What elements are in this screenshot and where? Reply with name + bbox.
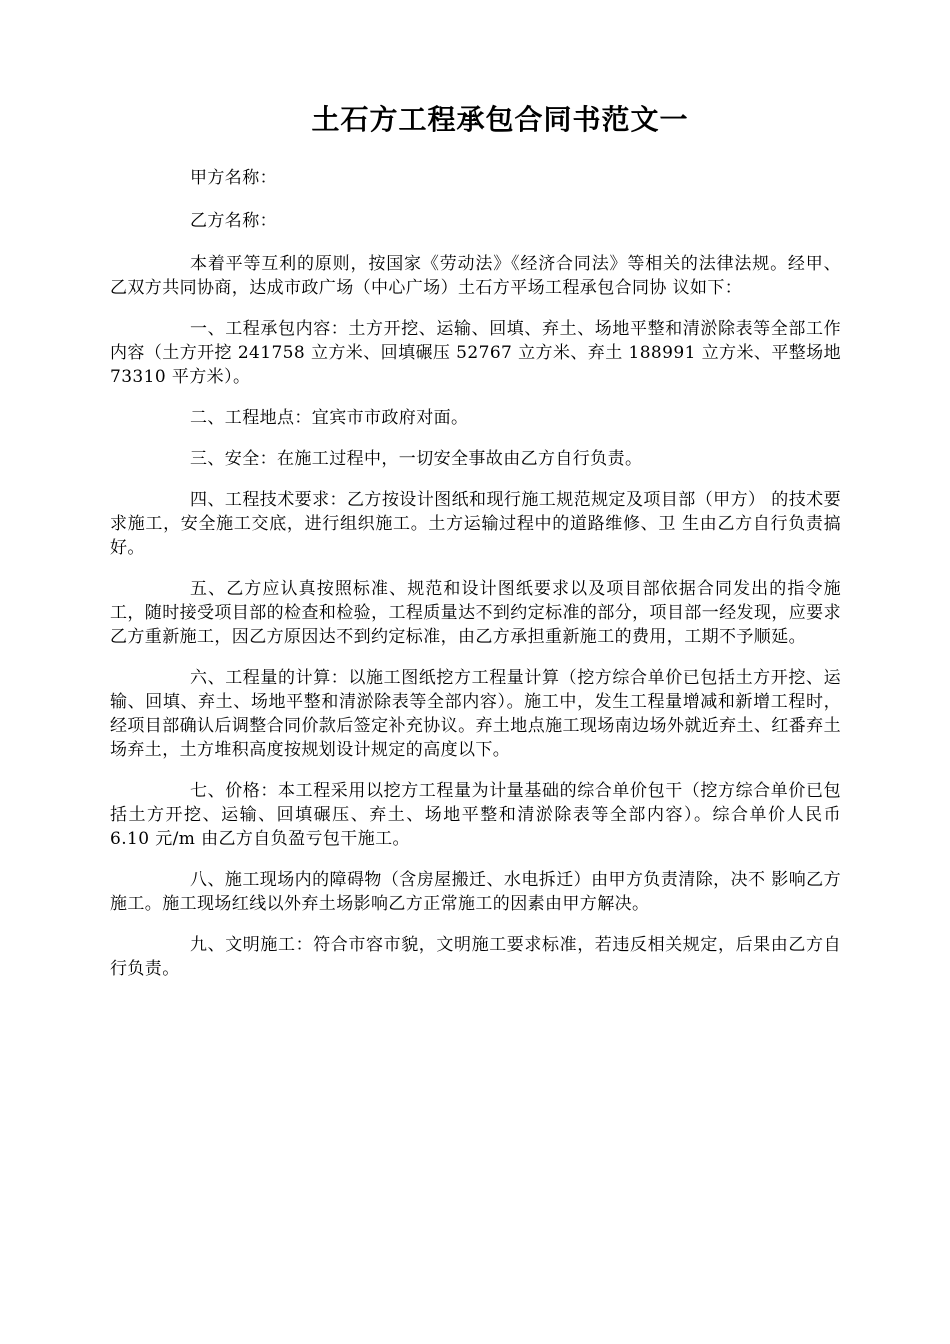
clause-9-civilized: 九、文明施工：符合市容市貌，文明施工要求标准，若违反相关规定，后果由乙方自行负责。 (110, 935, 841, 979)
clause-1-scope: 一、工程承包内容：土方开挖、运输、回填、弃土、场地平整和清淤除表等全部工作内容（土方开挖 241758 立方米、回填碾压 52767 立方米、弃土 188991 立方米、平整场地 73310 平方米）。 (110, 319, 841, 387)
clause-5-quality: 五、乙方应认真按照标准、规范和设计图纸要求以及项目部依据合同发出的指令施工，随时接受项目部的检查和检验，工程质量达不到约定标准的部分，项目部一经发现，应要求乙方重新施工，因乙方原因达不到约定标准，由乙方承担重新施工的费用，工期不予顺延。 (110, 579, 841, 647)
clause-3-safety: 三、安全：在施工过程中，一切安全事故由乙方自行负责。 (190, 449, 643, 469)
clause-4-technical: 四、工程技术要求：乙方按设计图纸和现行施工规范规定及项目部（甲方） 的技术要求施工，安全施工交底，进行组织施工。土方运输过程中的道路维修、卫 生由乙方自行负责搞好。 (110, 490, 841, 558)
preamble-paragraph: 本着平等互利的原则，按国家《劳动法》《经济合同法》等相关的法律法规。经甲、乙双方共同协商，达成市政广场（中心广场）土石方平场工程承包合同协 议如下： (110, 254, 841, 298)
clause-7-price: 七、价格：本工程采用以挖方工程量为计量基础的综合单价包干（挖方综合单价已包括土方开挖、运输、回填碾压、弃土、场地平整和清淤除表等全部内容）。综合单价人民币 6.10 元/m 由乙方自负盈亏包干施工。 (110, 781, 841, 849)
party-b-label: 乙方名称： (190, 211, 277, 231)
clause-2-location: 二、工程地点：宜宾市市政府对面。 (190, 408, 469, 428)
party-a-label: 甲方名称： (190, 168, 277, 188)
clause-8-obstacles: 八、施工现场内的障碍物（含房屋搬迁、水电拆迁）由甲方负责清除，决不 影响乙方施工。施工现场红线以外弃土场影响乙方正常施工的因素由甲方解决。 (110, 870, 841, 914)
document-body (110, 166, 841, 998)
document-title: 土石方工程承包合同书范文一 (311, 103, 689, 136)
clause-6-quantity: 六、工程量的计算：以施工图纸挖方工程量计算（挖方综合单价已包括土方开挖、运输、回填、弃土、场地平整和清淤除表等全部内容）。施工中，发生工程量增减和新增工程时，经项目部确认后调整合同价款后签定补充协议。弃土地点施工现场南边场外就近弃土、红番弃土场弃土，土方堆积高度按规划设计规定的高度以下。 (110, 668, 841, 760)
